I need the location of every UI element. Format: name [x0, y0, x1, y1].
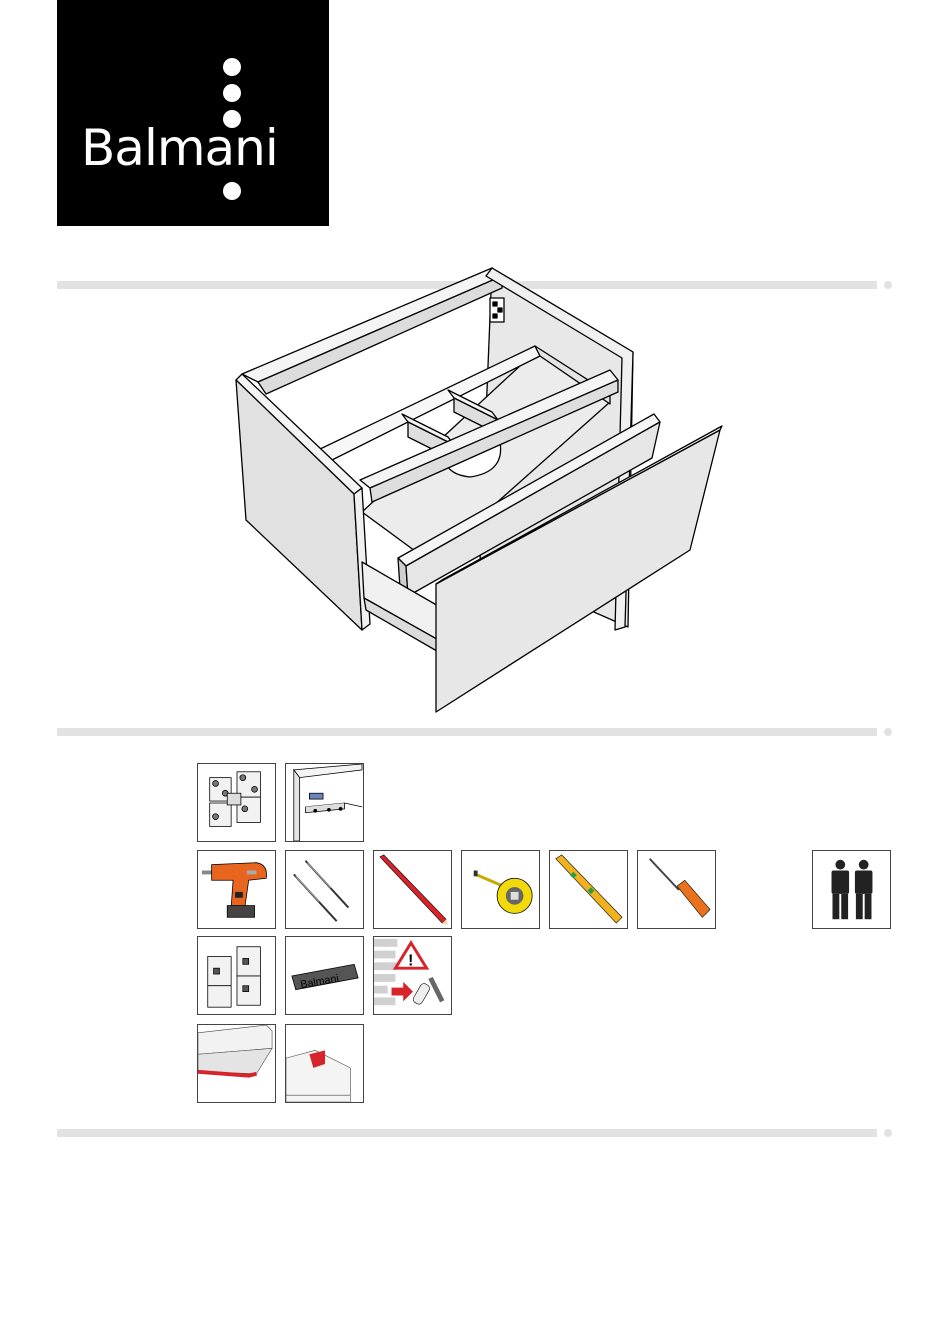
cabinet-illustration [230, 262, 730, 717]
hinge-bracket-icon [197, 763, 276, 842]
section-divider [57, 728, 877, 736]
drill-bits-icon [285, 850, 364, 929]
logo-plate-text: Balmani [299, 972, 340, 992]
logo-dot [223, 58, 241, 76]
brand-logo [57, 0, 351, 226]
spirit-level-icon [549, 850, 628, 929]
section-divider-dot [884, 1129, 892, 1137]
pencil-icon [373, 850, 452, 929]
logo-brand-text: Balmani [81, 119, 278, 177]
drawer-edge-detail-icon [197, 1024, 276, 1103]
logo-dot [223, 182, 241, 200]
drill-icon [197, 850, 276, 929]
two-persons-icon [812, 850, 891, 929]
logo-registered-mark: ® [345, 127, 351, 136]
logo-plate-icon [285, 936, 364, 1015]
section-divider-dot [884, 728, 892, 736]
wall-warning-icon [373, 936, 452, 1015]
section-divider [57, 1129, 877, 1137]
tape-measure-icon [461, 850, 540, 929]
corner-edge-detail-icon [285, 1024, 364, 1103]
cabinet-corner-detail-icon [285, 763, 364, 842]
wall-bracket-icon [197, 936, 276, 1015]
warning-symbol: ! [408, 952, 414, 970]
logo-dot [223, 84, 241, 102]
section-divider-dot [884, 281, 892, 289]
screwdriver-icon [637, 850, 716, 929]
